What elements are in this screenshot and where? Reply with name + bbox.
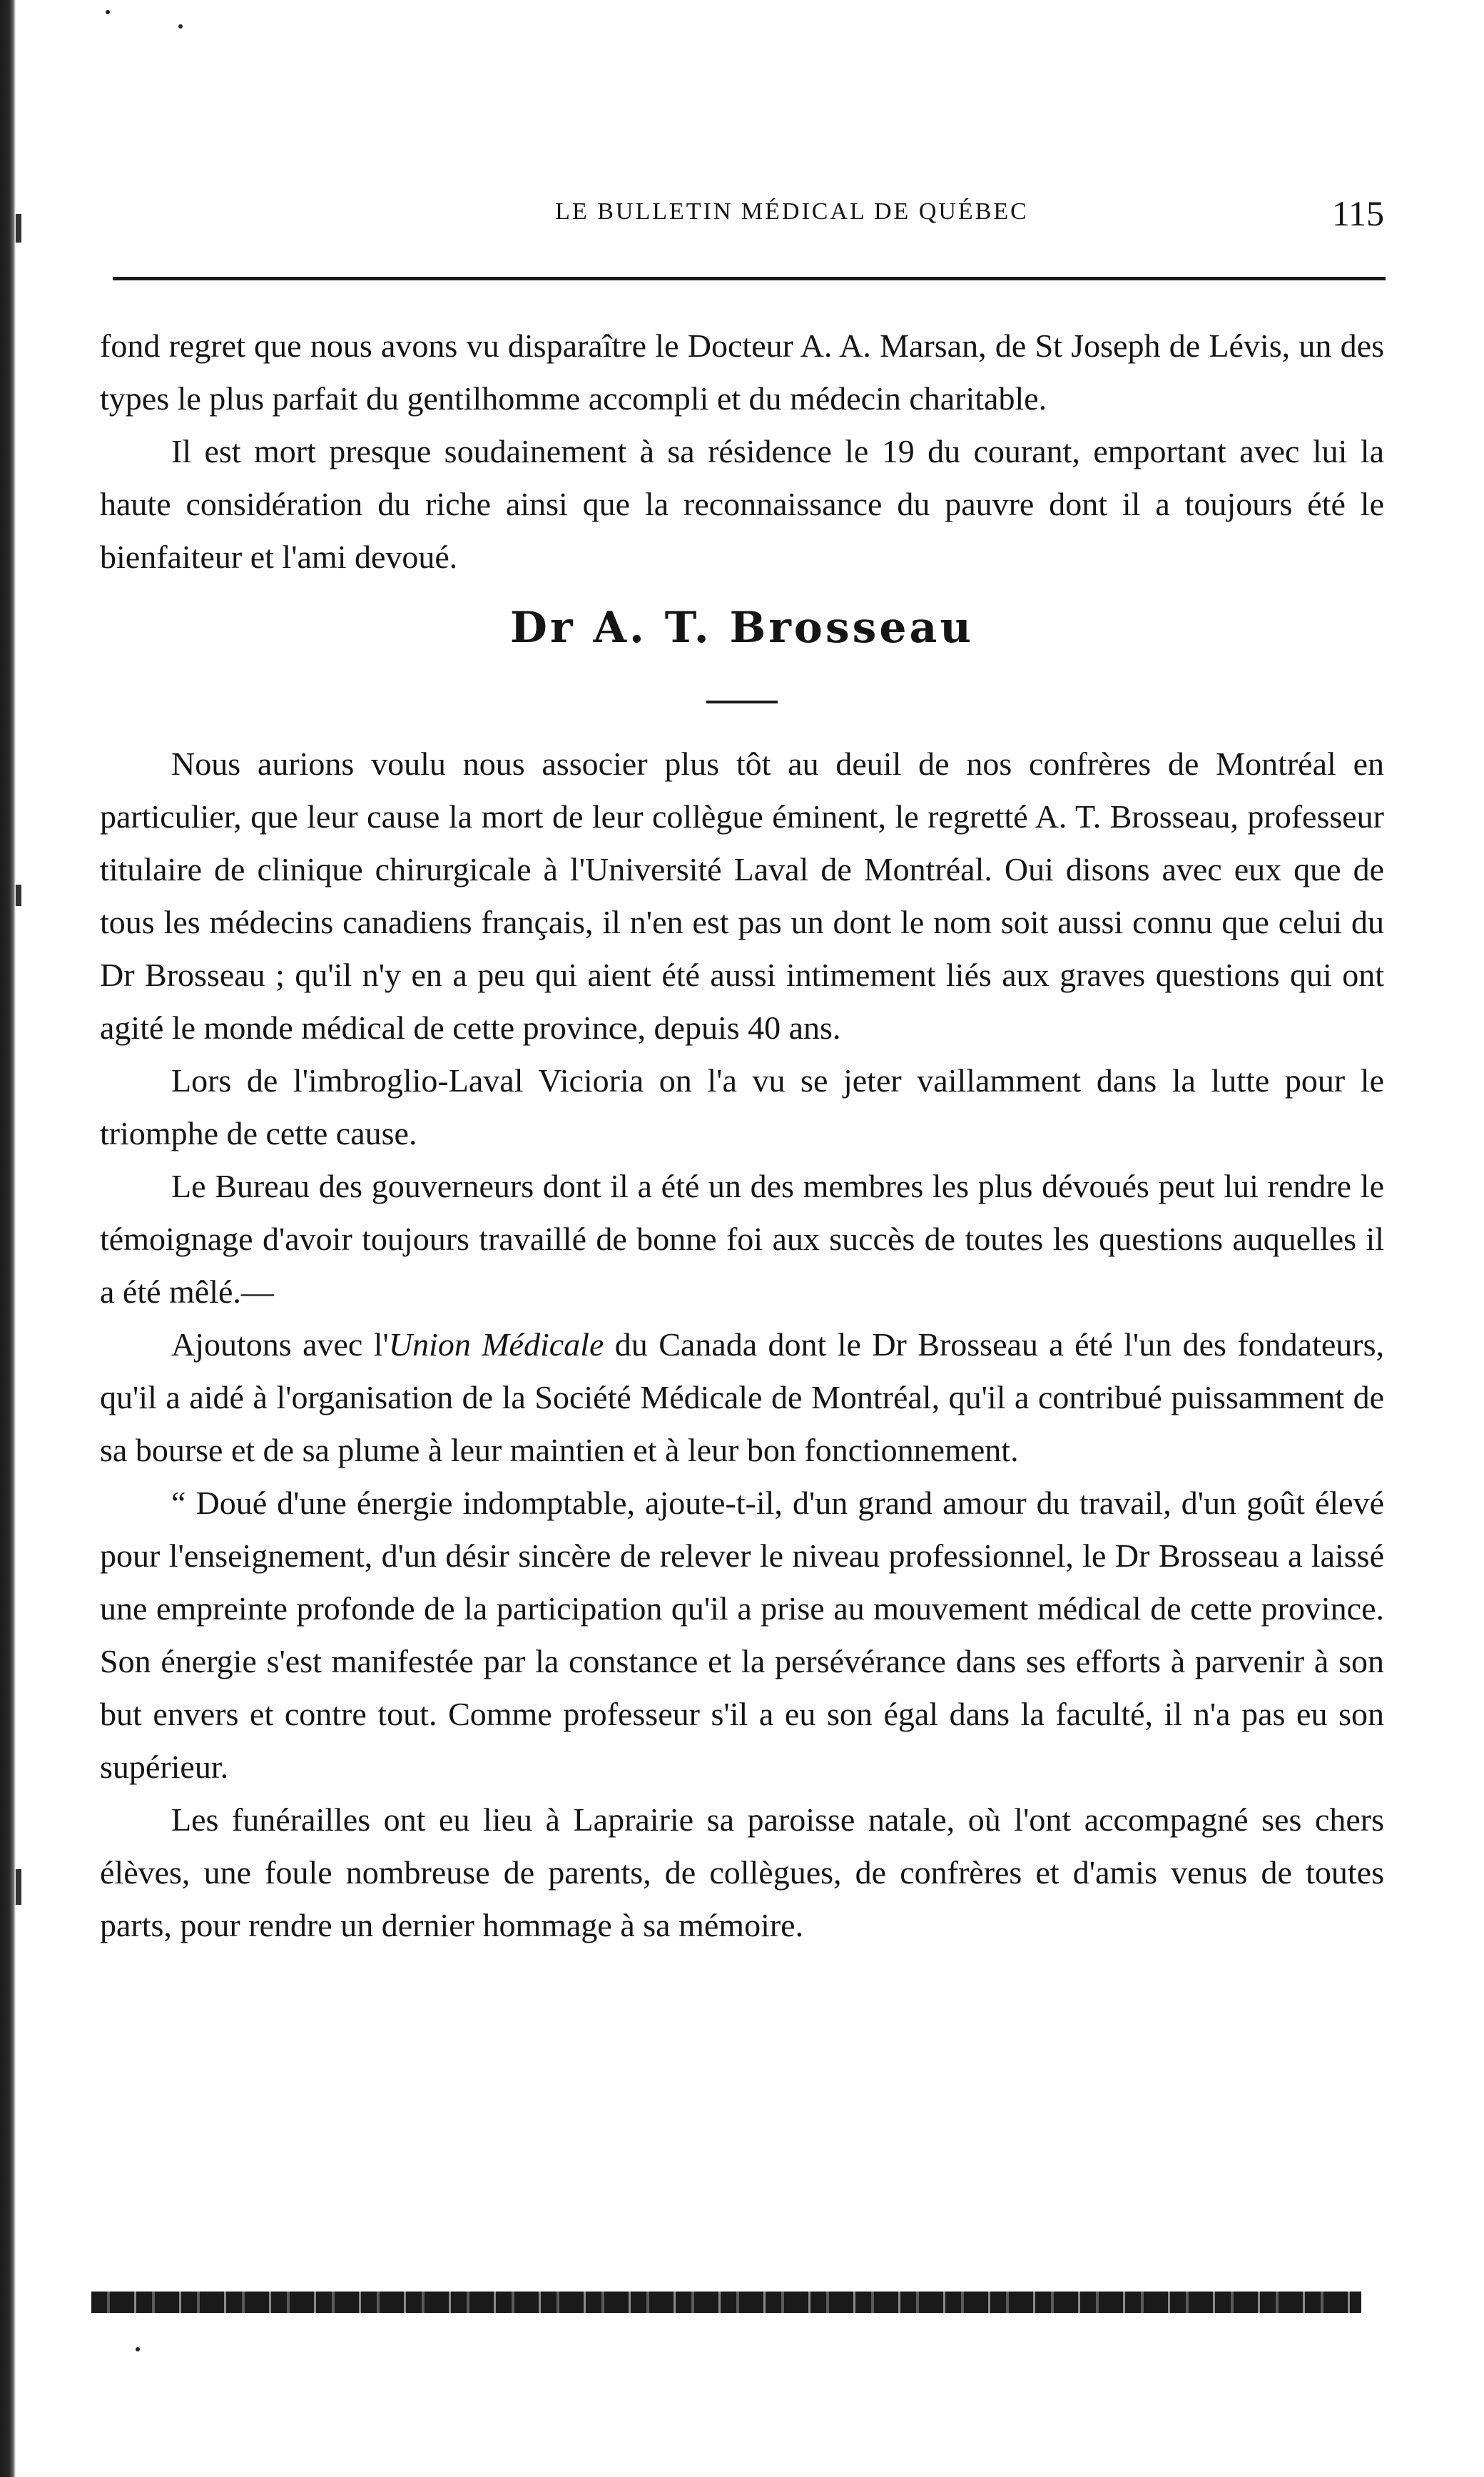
edge-speck [16, 885, 21, 906]
paragraph: Il est mort presque soudainement à sa résidence le 19 du courant, emportant avec lui la haute considération du riche ainsi que la reconnaissance du pauvre dont il a toujours été le bienfaiteur et l'ami devoué. [100, 433, 1384, 575]
paragraph: fond regret que nous avons vu disparaître le Docteur A. A. Marsan, de St Joseph de Lévis, un des types le plus parfait du gentilhomme accompli et du médecin charitable. [100, 327, 1384, 417]
paragraph-text: du Canada dont le Dr Brosseau a été l'un des fondateurs, qu'il a aidé à l'organisation de la Société Médicale de Montréal, qu'il a contribué puissamment de sa bourse et de sa plume à leur maintien et à leur bon fonctionnement. [100, 1326, 1384, 1468]
section-heading: Dr A. T. Brosseau [509, 603, 975, 653]
paragraph: Le Bureau des gouverneurs dont il a été un des membres les plus dévoués peut lui rendre le témoignage d'avoir toujours travaillé de bonne foi aux succès de toutes les questions auquelles il a été mêlé.— [100, 1168, 1384, 1310]
footer-rule [91, 2292, 1361, 2313]
section-divider [706, 701, 778, 703]
page-number: 115 [1331, 193, 1384, 233]
paragraph: Nous aurions voulu nous associer plus tôt au deuil de nos confrères de Montréal en particulier, que leur cause la mort de leur collègue éminent, le regretté A. T. Brosseau, professeur titulaire de clinique chirurgicale à l'Université Laval de Montréal. Oui disons avec eux que de tous les médecins canadiens français, il n'en est pas un dont le nom soit aussi connu que celui du Dr Brosseau ; qu'il n'y en a peu qui aient été aussi intimement liés aux graves questions qui ont agité le monde médical de cette province, depuis 40 ans. [100, 746, 1384, 1046]
edge-speck [16, 214, 21, 243]
article-body [100, 320, 1384, 1952]
paragraph: Les funérailles ont eu lieu à Laprairie sa paroisse natale, où l'ont accompagné ses chers élèves, une foule nombreuse de parents, de collègues, de confrères et d'amis venus de toutes parts, pour rendre un dernier hommage à sa mémoire. [100, 1801, 1384, 1943]
page-header [114, 193, 1384, 241]
paragraph [100, 1318, 1384, 1477]
running-head: LE BULLETIN MÉDICAL DE QUÉBEC [555, 198, 1029, 225]
paragraph: Lors de l'imbroglio-Laval Vicioria on l'a vu se jeter vaillamment dans la lutte pour le triomphe de cette cause. [100, 1062, 1384, 1151]
print-speck [136, 2347, 140, 2351]
print-speck [106, 10, 110, 14]
edge-speck [16, 1869, 21, 1905]
journal-title: Union Médicale [388, 1326, 604, 1363]
quoted-paragraph: “ Doué d'une énergie indomptable, ajoute-t-il, d'un grand amour du travail, d'un goût élevé pour l'enseignement, d'un désir sincère de relever le niveau professionnel, le Dr Brosseau a laissé une empreinte profonde de la participation qu'il a prise au mouvement médical de cette province. Son énergie s'est manifestée par la constance et la persévérance dans ses efforts à parvenir à son but envers et contre tout. Comme professeur s'il a eu son égal dans la faculté, il n'a pas eu son supérieur. [100, 1485, 1384, 1785]
paragraph-text: Ajoutons avec l' [171, 1326, 389, 1363]
header-rule [113, 277, 1386, 280]
scanned-page-edge [0, 0, 16, 2477]
print-speck [178, 24, 183, 29]
